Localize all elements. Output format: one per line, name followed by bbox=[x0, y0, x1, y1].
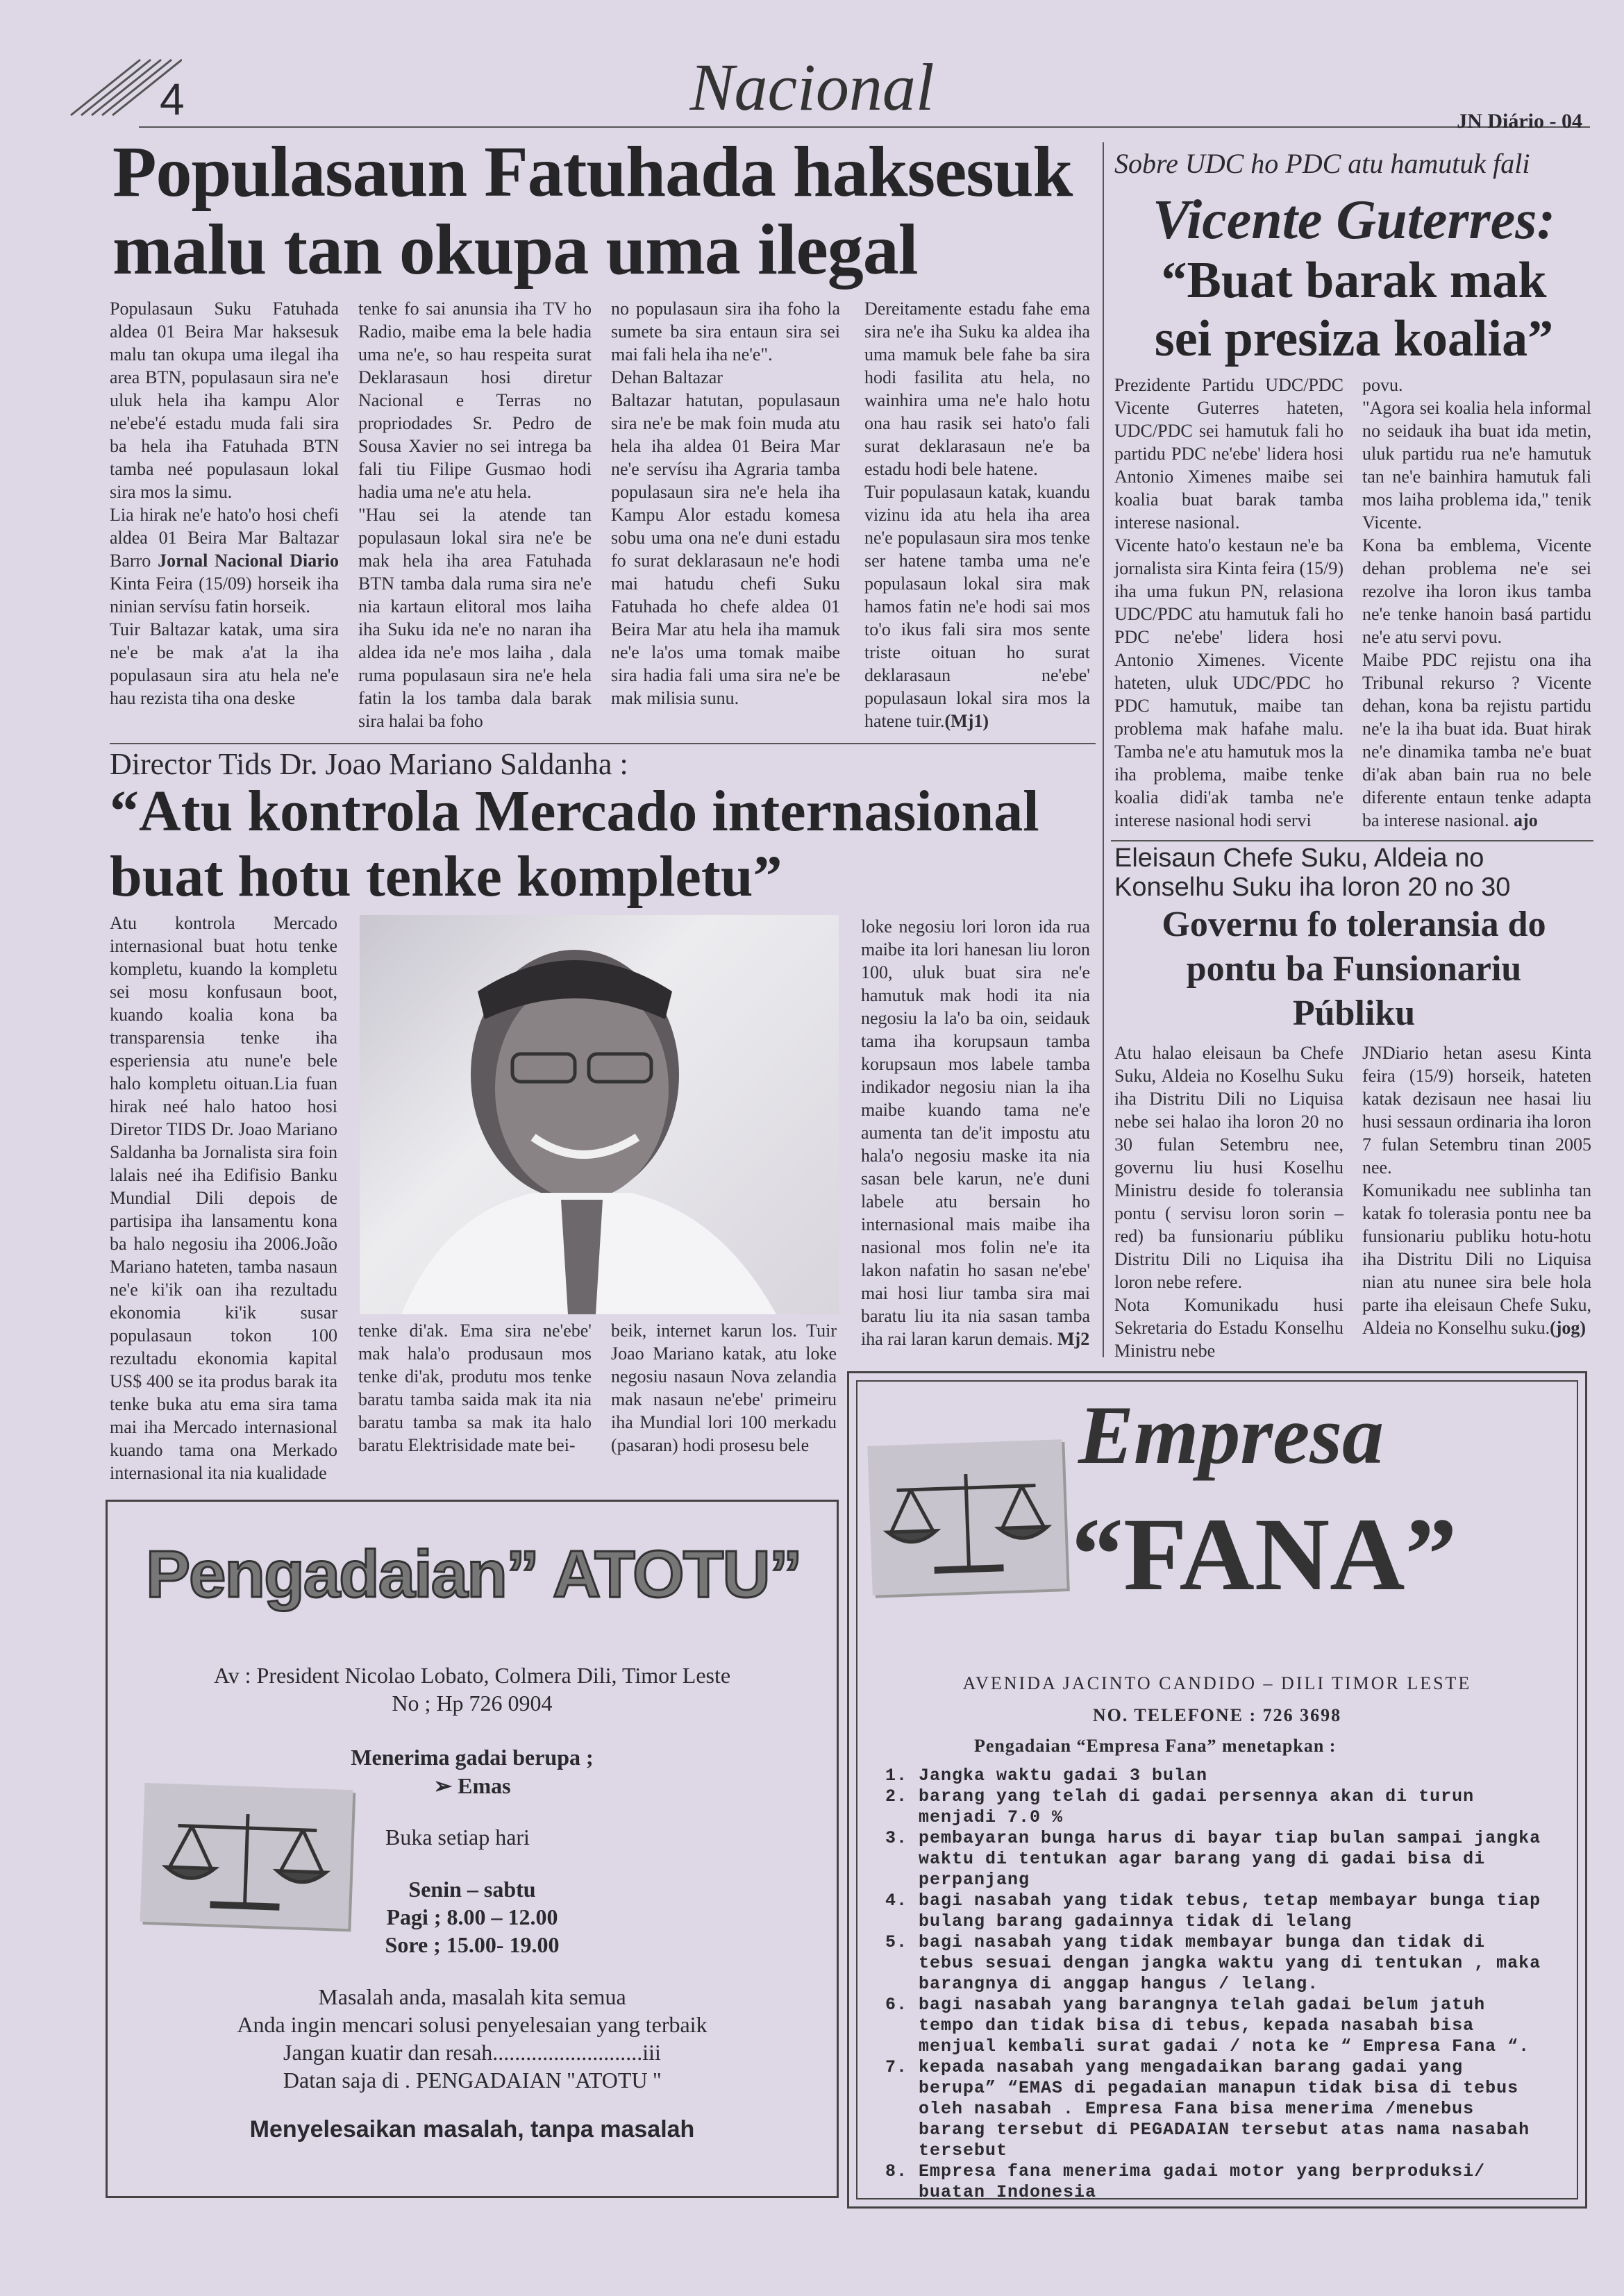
story3-col1: Atu kontrola Mercado internasional buat hotu tenke kompletu, kuando la kompletu sei mosu konfusaun boot, kuando koalia kona ba transparensia tenke iha esperiensia atu nune'e bele halo kompletu oituan.Lia fuan hirak neé halo hatoo hosi Diretor TIDS Dr. Joao Mariano Saldanha ba Jornalista sira foin lalais neé iha Edifisio Banku Mundial Dili depois de partisipa iha lansamentu kona ba halo negosiu iha 2006.João Mariano hateten, tamba nasaun ne'e ki'ik oan iha rezultadu ekonomia ki'ik susar populasaun tokon 100 rezultadu ekonomia kapital US$ 400 se ita produs barak ita tenke buka atu ema sira tama mai iha Mercado internasional kuando tama ona Merkado internasional ita nia kualidade bbox=[110, 913, 337, 1483]
fana-rule-item: 5. bagi nasabah yang tidak membayar bunga dan tidak di tebus sesuai dengan jangka waktu yang di tentukan , maka barangnya di anggap hangus / lelang. bbox=[919, 1932, 1543, 1995]
story1-col4: Dereitamente estadu fahe ema sira ne'e iha Suku ka aldea iha uma mamuk bele fahe ba sira hodi fasilita atu hela, no wainhira uma ne'e halo hotu ona hau rasik sei hato'o fali surat deklarasaun ne'e ba estadu hodi bele hatene. Tuir populasaun katak, kuandu vizinu ida atu hela iha area ne'e populasaun sira mos tenke ser hatene tamba uma ne'e populasaun lokal sira mak hamos fatin ne'e hodi sai mos to'o ikus fali sira mos sente triste oituan ho surat deklarasaun ne'ebe' populasaun lokal sira mos la hatene tuir.(Mj1) bbox=[864, 299, 1090, 731]
fana-rules-list bbox=[870, 1766, 1543, 2203]
story4-col1: Atu halao eleisaun ba Chefe Suku, Aldeia no Koselhu Suku iha Distritu Dili no Liquisa nebe sei halao iha loron 20 no 30 fulan Setembru nee, governu liu husi Koselhu Ministru deside fo toleransia pontu ( servisu loron sorin – red) ba funsionariu públiku Distritu Dili no Liquisa iha loron nebe refere. Nota Komunikadu husi Sekretaria do Estadu Konselhu Ministru nebe bbox=[1114, 1043, 1343, 1361]
fana-rule-item: 1. Jangka waktu gadai 3 bulan bbox=[919, 1766, 1543, 1786]
story4-kicker: Eleisaun Chefe Suku, Aldeia no Konselhu Suku iha loron 20 no 30 bbox=[1114, 844, 1511, 902]
atotu-line3: Jangan kuatir dan resah...........................iii bbox=[283, 2040, 661, 2065]
atotu-evening: Sore ; 15.00- 19.00 bbox=[385, 1932, 560, 1957]
fana-phone: NO. TELEFONE : 726 3698 bbox=[1092, 1705, 1342, 1725]
story4-col2: JNDiario hetan asesu Kinta feira (15/9) horseik, hateten katak dezisaun nee hasai liu husi sessaun ordinaria iha loron 7 fulan Setembru tinan 2005 nee. Komunikadu nee sublinha tan katak fo tolerasia pontu nee ba funsionariu publiku hotu-hotu iha Distritu Dili no Liquisa nian atu nunee sira bele hola parte iha eleisaun Chefe Suku, Aldeia no Konselhu suku.(jog) bbox=[1362, 1043, 1591, 1338]
story3-col4: loke negosiu lori loron ida rua maibe ita lori hanesan liu loron 100, uluk buat sira ne'e hamutuk mak hodi ita nia negosiu la la'o ba oin, seidauk tama iha korupsaun tamba korupsaun mos labele tamba indikador negosiu nian la iha maibe kuando tama ne'e aumenta tan de'it impostu atu hala'o negosiu maske ita nia sasan bele karun, ne'e duni labele atu bersain ho internasional mais maibe iha nasional mos folin ne'e ita lakon nafatin ho sasan ne'ebe' mai hosi liur tamba sira mai baratu liu ita nia sasan tamba iha rai laran karun demais. Mj2 bbox=[861, 916, 1090, 1349]
fana-intro: Pengadaian “Empresa Fana” menetapkan : bbox=[974, 1736, 1337, 1756]
story3-col2: tenke di'ak. Ema sira ne'ebe' mak hala'o produsaun mos tenke di'ak, produtu mos tenke baratu tamba saida mak ita nia baratu tamba sa mak ita halo baratu Elektrisidade mate bei- bbox=[358, 1321, 592, 1455]
atotu-morning: Pagi ; 8.00 – 12.00 bbox=[386, 1904, 558, 1929]
fana-rule-item: 4. bagi nasabah yang tidak tebus, tetap membayar bunga tiap bulang barang gadainnya tidak di lelang bbox=[919, 1891, 1543, 1932]
story4-headline: Governu fo toleransia do pontu ba Funsionariu Públiku bbox=[1162, 905, 1546, 1033]
column-divider bbox=[1103, 142, 1104, 1357]
story2-col2: povu. "Agora sei koalia hela informal no seidauk iha buat ida metin, uluk partidu rua ne'e hamutuk tan ne'e bainhira hamutuk fali mos laiha problema ida," tenik Vicente. Kona ba emblema, Vicente dehan problema ne'e sei rezolve iha loron ikus tamba ne'e tenke hanoin basá partidu ne'e atu servi povu. Maibe PDC rejistu ona iha Tribunal rekurso ? Vicente dehan, kona ba rejistu partidu ne'e la iha buat ida. Buat hirak ne'e dinamika tamba ne'e buat di'ak aban bain rua no bele diferente entaun tenke adapta ba interese nasional. ajo bbox=[1362, 375, 1591, 830]
section-title: Nacional bbox=[689, 50, 935, 124]
story2-col1: Prezidente Partidu UDC/PDC Vicente Guterres hateten, UDC/PDC sei hamutuk fali ho partidu PDC ne'ebe' lidera hosi Antonio Ximenes maibe sei koalia buat barak tamba interese nasional. Vicente hato'o kestaun ne'e ba jornalista sira Kinta feira (15/9) iha uma fukun PN, relasiona UDC/PDC atu hamutuk fali ho PDC ne'ebe' lidera hosi Antonio Ximenes. Vicente hateten, uluk UDC/PDC ho PDC hamutuk, maibe tan problema mak hafahe malu. Tamba ne'e atu hamutuk mos la iha problema, maibe tenke koalia didi'ak tamba ne'e interese nasional hodi servi bbox=[1114, 375, 1343, 830]
scale-logo-fana bbox=[867, 1439, 1066, 1595]
fana-title1: Empresa bbox=[1078, 1389, 1384, 1481]
story1-col2: tenke fo sai anunsia iha TV ho Radio, maibe ema la bele hadia uma ne'e, so hau respeita surat Deklarasaun hosi diretur Nacional e Terras no propriodades Sr. Pedro de Sousa Xavier no sei intrega ba fali tiu Filipe Gusmao hodi hadia uma ne'e atu hela. "Hau sei la atende tan populasaun lokal sira ne'e be mak hela iha area Fatuhada BTN tamba dala ruma sira ne'e nia kartaun elitoral mos laiha iha Suku ida ne'e no naran iha aldea ida ne'e mos laiha , dala ruma populasaun sira ne'e hela fatin la los tamba dala barak sira halai ba foho bbox=[358, 299, 592, 731]
atotu-line4: Datan saja di . PENGADAIAN ''ATOTU '' bbox=[283, 2068, 662, 2093]
balance-scale-icon bbox=[867, 1439, 1066, 1595]
portrait-photo bbox=[360, 915, 839, 1314]
atotu-line2: Anda ingin mencari solusi penyelesaian yang terbaik bbox=[237, 2012, 708, 2037]
story2-bottom-rule bbox=[1111, 840, 1593, 841]
atotu-line1: Masalah anda, masalah kita semua bbox=[318, 1984, 626, 2009]
masthead-tag: JN Diário - 04 bbox=[1457, 110, 1582, 133]
story1-col3: no populasaun sira iha foho la sumete ba sira entaun sira sei mai fali hela iha ne'e". Dehan Baltazar Baltazar hatutan, populasaun sira ne'e be mak foin muda atu hela iha aldea 01 Beira Mar ne'e servísu iha Agraria tamba populasaun sira ne'e hela iha Kampu Alor estadu komesa sobu uma ona ne'e duni estadu fo surat deklarasaun ne'e hodi mai hatudu chefi Suku Fatuhada ho chefe aldea 01 Beira Mar atu hela iha mamuk ne'e la'os uma tomak maibe sira hadia fali uma sira ne'e be mak milisia sunu. bbox=[611, 299, 840, 708]
fana-address: AVENIDA JACINTO CANDIDO – DILI TIMOR LESTE bbox=[962, 1673, 1472, 1693]
atotu-days: Senin – sabtu bbox=[408, 1877, 536, 1902]
arrow-bullet-icon: ➢ bbox=[433, 1773, 453, 1798]
story1-col1: Populasaun Suku Fatuhada aldea 01 Beira Mar haksesuk malu tan okupa uma ilegal iha area BTN, populasaun sira ne'e uluk hela iha kampu Alor ne'ebe'é estadu muda fali sira ba hela iha Fatuhada BTN tamba neé populasaun lokal sira mos la simu. Lia hirak ne'e hato'o hosi chefi aldea 01 Beira Mar Baltazar Barro Jornal Nacional Diario Kinta Feira (15/09) horseik iha ninian servísu fatin horseik. Tuir Baltazar katak, uma sira ne'e be mak a'at la iha populasaun sira atu hela ne'e hau rezista tiha ona deske bbox=[110, 299, 339, 708]
fana-rule-item: 8. Empresa fana menerima gadai motor yang berproduksi/ buatan Indonesia bbox=[919, 2161, 1543, 2203]
fana-rule-item: 2. barang yang telah di gadai persennya akan di turun menjadi 7.0 % bbox=[919, 1786, 1543, 1828]
story1-headline: Populasaun Fatuhada haksesuk malu tan okupa uma ilegal bbox=[112, 132, 1073, 290]
story2-name: Vicente Guterres: bbox=[1153, 190, 1555, 251]
atotu-item: ➢ Emas bbox=[433, 1773, 511, 1798]
ad-fana bbox=[847, 1371, 1587, 2209]
story3-headline: “Atu kontrola Mercado internasional buat hotu tenke kompletu” bbox=[110, 779, 1039, 909]
fana-title2: “FANA” bbox=[1071, 1497, 1457, 1612]
atotu-logo: Pengadaian” ATOTU” bbox=[146, 1537, 801, 1611]
ad-atotu bbox=[106, 1500, 839, 2198]
story2-kicker: Sobre UDC ho PDC atu hamutuk fali bbox=[1114, 148, 1530, 179]
atotu-slogan: Menyelesaikan masalah, tanpa masalah bbox=[249, 2116, 695, 2143]
masthead-rule bbox=[139, 126, 1590, 128]
atotu-address: Av : President Nicolao Lobato, Colmera Dili, Timor Leste bbox=[213, 1663, 731, 1688]
page-number: 4 bbox=[160, 74, 185, 124]
fana-rule-item: 7. kepada nasabah yang mengadaikan barang gadai yang berupa” “EMAS di pegadaian manapun tidak bisa di tebus oleh nasabah . Empresa Fana bisa menerima /menebus barang tersebut di PEGADAIAN tersebut atas nama nasabah tersebut bbox=[919, 2057, 1543, 2161]
story2-headline: “Buat barak mak sei presiza koalia” bbox=[1154, 252, 1554, 367]
atotu-open: Buka setiap hari bbox=[385, 1825, 530, 1850]
story3-kicker: Director Tids Dr. Joao Mariano Saldanha : bbox=[110, 747, 628, 781]
person-photo-icon bbox=[360, 915, 839, 1314]
atotu-phone: No ; Hp 726 0904 bbox=[392, 1691, 553, 1716]
fana-rule-item: 6. bagi nasabah yang barangnya telah gadai belum jatuh tempo dan tidak bisa di tebus, kepada nasabah bisa menjual kembali surat gadai / nota ke “ Empresa Fana “. bbox=[919, 1995, 1543, 2057]
fana-rule-item: 3. pembayaran bunga harus di bayar tiap bulan sampai jangka waktu di tentukan agar barang yang di gadai bisa di perpanjang bbox=[919, 1828, 1543, 1891]
story3-col3: beik, internet karun los. Tuir Joao Mariano katak, atu loke negosiu nasaun Nova zelandia mak nasaun ne'ebe' primeiru iha Mundial lori 100 merkadu (pasaran) hodi prosesu bele bbox=[611, 1321, 837, 1455]
atotu-accept: Menerima gadai berupa ; bbox=[351, 1745, 594, 1770]
story1-bottom-rule bbox=[110, 743, 1096, 744]
